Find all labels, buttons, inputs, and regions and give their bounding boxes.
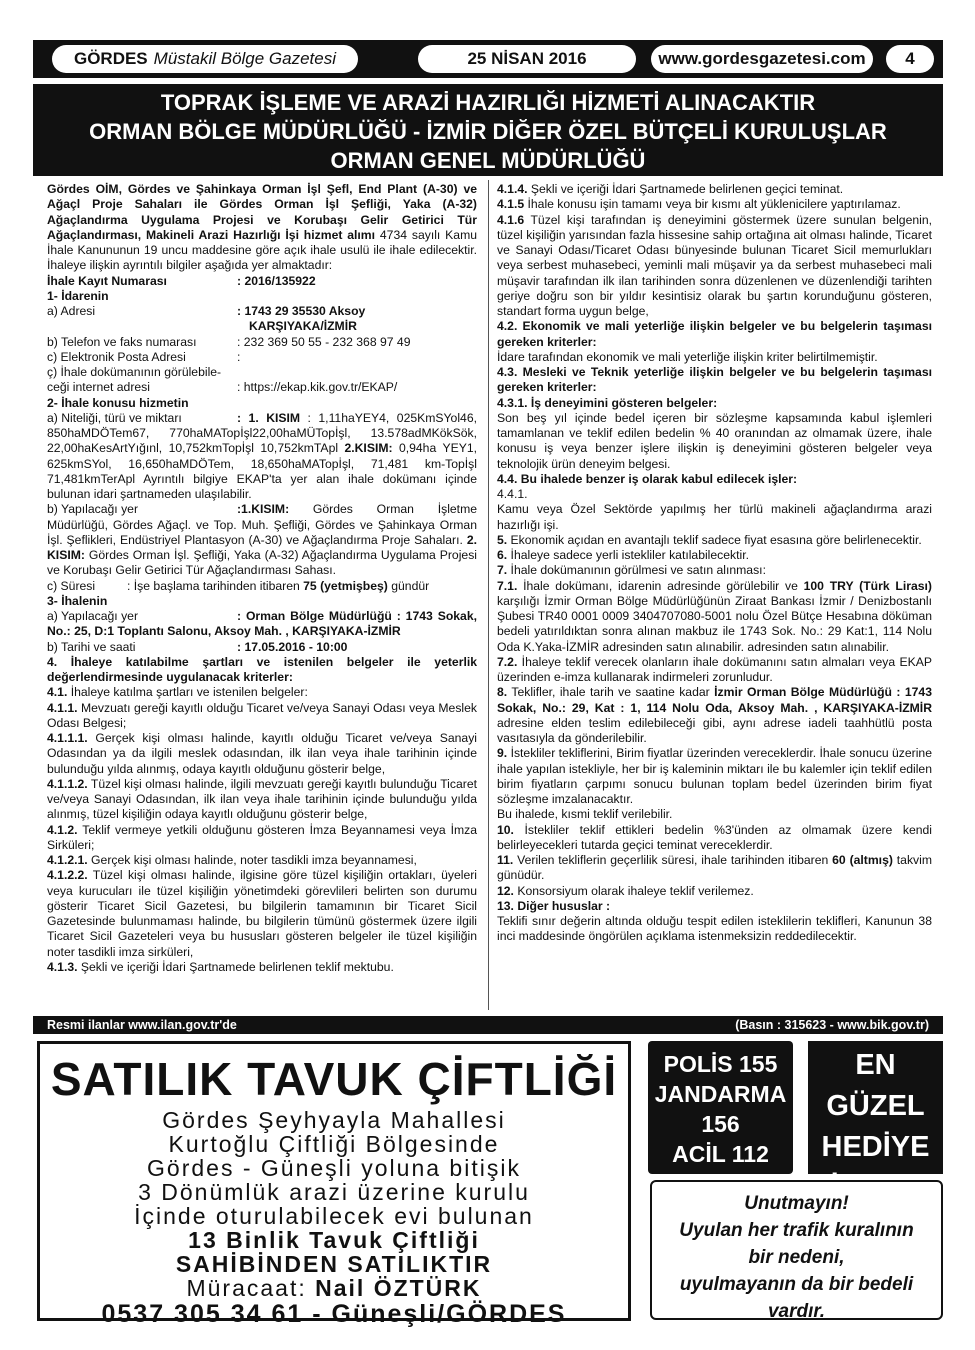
ad-contact-label: Müracaat: <box>186 1275 316 1301</box>
chicken-farm-ad <box>37 1041 631 1328</box>
clause-key: 4.1.3. <box>47 959 78 974</box>
footer-right-text: (Basın : 315623 - www.bik.gov.tr) <box>735 1018 929 1032</box>
clause-text: İhaleye teklif verecek olanların ihale dokümanını satın almaları veya EKAP üzerinden e-imza kullanarak indirmeleri zorunludur. <box>497 654 932 684</box>
clause-4-1 <box>47 685 477 700</box>
clause-key: 4.1.2.1. <box>47 853 88 867</box>
address-line-1: : 1743 29 35530 Aksoy <box>237 304 366 318</box>
section-1-heading: 1- İdarenin <box>47 288 109 303</box>
clause-text: Ekonomik açıdan en avantajlı teklif sadece fiyat esasına göre belirlenecektir. <box>507 532 922 547</box>
part-2-text: 0,94ha YEY1, 625kmSYol, 16,650haMDÖTem, 18,650haMATopİşl, 71,481 km-Topİşl 71,481kmTerApl Ayrıntılı bilgiye EKAP'ta yer alan ihale dokümanı içinde bulunan idari şartnameden ulaşılabilir. <box>47 441 477 501</box>
clause-4-1-4 <box>497 182 932 197</box>
section-3-heading: 3- İhalenin <box>47 593 108 608</box>
clause-7-1 <box>497 579 932 655</box>
registration-value: : 2016/135922 <box>237 273 316 288</box>
part-2-key: 2.KISIM: <box>344 441 393 456</box>
clause-text: adresine elden teslim edilebileceği gibi, aynı adrese iadeli taahhütlü posta vasıtasıyla da gönderilebilir. <box>497 715 932 745</box>
ad-line: 3 Dönümlük arazi üzerine kurulu <box>138 1179 530 1205</box>
clause-text: İhale konusu işin tamamı veya bir kısmı alt yüklenicilere yaptırılamaz. <box>524 197 901 212</box>
clause-key: 4.1.1.1. <box>47 731 88 745</box>
clause-13-heading: 13. Diğer hususlar : <box>497 898 611 913</box>
duration-text: : İşe başlama tarihinden itibaren <box>127 578 304 593</box>
clause-text: İhaleye katılma şartları ve istenilen belgeler: <box>67 685 308 700</box>
nature-paragraph <box>47 411 477 503</box>
ad-line: Gördes Şeyhyayla Mahallesi <box>162 1107 506 1133</box>
clause-4-1-1-2 <box>47 777 477 823</box>
clause-text: İstekliler teklif ettikleri bedelin %3'ünden az olmamak üzere kendi belirleyecekleri tutarda geçici teminat vereceklerdir. <box>497 822 932 852</box>
ad-line: SAHİBİNDEN SATILIKTIR <box>175 1251 493 1277</box>
location-part-1-key: :1.KISIM: <box>237 502 290 517</box>
duration-end: gündür <box>387 578 430 593</box>
clause-4-1-3 <box>47 960 477 975</box>
clause-9 <box>497 746 932 807</box>
ad-line: Gördes - Güneşli yoluna bitişik <box>147 1155 521 1181</box>
address-row <box>47 304 477 335</box>
clause-key: 4.1.1.2. <box>47 776 88 791</box>
clause-key: 4.1.5 <box>497 197 525 212</box>
clause-text: İhale dokümanının görülmesi ve satın alınması: <box>507 563 766 578</box>
clause-4-3-heading: 4.3. Mesleki ve Teknik yeterliğe ilişkin belgeler ve bu belgelerin taşıması gereken kriterler: <box>497 365 932 395</box>
clause-key: 11. <box>497 853 514 867</box>
part-1-key: : 1. KISIM <box>237 410 301 425</box>
tender-place-label: a) Yapılacağı yer <box>47 609 139 623</box>
doc-url-label-1: ç) İhale dokümanının görülebile- <box>47 365 222 379</box>
clause-text: Konsorsiyum olarak ihaleye teklif verilemez. <box>513 883 754 898</box>
clause-text: İhale dokümanı, idarenin adresinde görülebilir ve <box>517 578 804 593</box>
email-row <box>47 350 477 365</box>
duration-days: 75 (yetmişbeş) <box>303 578 388 593</box>
clause-10 <box>497 823 932 854</box>
address-line-2: KARŞIYAKA/İZMİR <box>249 319 357 334</box>
emergency-line: JANDARMA <box>654 1081 787 1107</box>
intro-bold: Gördes OİM, Gördes ve Şahinkaya Orman İşl Şefl, End Plant (A-30) ve Ağaçl Proje Sahaları ile Gördes Orman İşl Şefliği, Yaka (A-32) Ağaçlandırma Uygulama Projesi ve Korubaşı Gelir Getirici Tür Ağaçlandırması, Makineli Arazi Hazırlığı İşi hizmet alımı <box>47 182 477 242</box>
clause-text: Mevzuatı gereği kayıtlı olduğu Ticaret ve/veya Sanayi Odası veya Meslek Odası Belgesi; <box>47 700 477 730</box>
clause-key: 8. <box>497 685 508 700</box>
clause-text: Şekli ve içeriği İdari Şartnamede belirlenen geçici teminat. <box>527 182 844 196</box>
registration-row <box>47 274 477 289</box>
clause-4-4-heading: 4.4. Bu ihalede benzer iş olarak kabul edilecek işler: <box>497 471 798 486</box>
emergency-line: ACİL 112 <box>672 1141 769 1167</box>
paper-subtitle: Müstakil Bölge Gazetesi <box>153 49 337 68</box>
clause-4-1-2-2 <box>47 868 477 960</box>
title-line-2: ORMAN BÖLGE MÜDÜRLÜĞÜ - İZMİR DİĞER ÖZEL BÜTÇELİ KURULUŞLAR <box>89 119 887 144</box>
section-2-heading: 2- İhale konusu hizmetin <box>47 395 189 410</box>
clause-key: 7.1. <box>497 578 518 593</box>
tender-place-paragraph <box>47 609 477 640</box>
doc-url-label-2: ceği internet adresi <box>47 380 150 395</box>
clause-key: 4.1.6 <box>497 212 525 227</box>
clause-6 <box>497 548 932 563</box>
clause-4-1-1 <box>47 701 477 732</box>
clause-text: İhaleye sadece yerli istekliler katılabilecektir. <box>507 548 749 562</box>
clause-key: 4.1.2.2. <box>47 868 88 883</box>
traffic-line: uyulmayanın da bir bedeli vardır. <box>679 1274 914 1322</box>
clause-key: 5. <box>497 532 508 547</box>
duration-label: c) Süresi <box>47 578 96 593</box>
clause-13-text: Teklifi sınır değerin altında olduğu tespit edilen isteklilerin teklifleri, Kanunun 38 inci maddesinde öngörülen açıklama istenmeksizin reddedilecektir. <box>497 914 932 944</box>
address-value <box>237 304 365 335</box>
column-divider <box>488 180 489 1010</box>
intro-paragraph <box>47 182 477 274</box>
gift-line: KİTAPTIR <box>809 1172 942 1204</box>
clause-7 <box>497 563 932 578</box>
fee-amount: 100 TRY (Türk Lirası) <box>803 578 932 593</box>
clause-key: 10. <box>497 822 514 837</box>
clause-text: Tüzel kişi tarafından iş deneyimini göstermek üzere sunulan belgenin, tüzel kişiliğin yarısından fazla hissesine sahip ortağına ait olması halinde, Ticaret ve Sanayi Odası/Ticaret Odası bünyesinde bulunan Ticaret Sicil memurlukları veya serbest muhasebeci, yeminli mali müşavir ya da serbest muhasebeci mali müşavir tarafından ilk ilan tarihinden sonra düzenlenen ve düzenlendiği tarihten geriye doğru son bir yıldır kesintisiz olarak bu şartın korunduğunu gösteren, standart forma uygun belge, <box>497 212 932 318</box>
website-link[interactable]: www.gordesgazetesi.com <box>658 49 866 68</box>
clause-key: 7. <box>497 563 508 578</box>
clause-4-2-text: İdare tarafından ekonomik ve mali yeterliğe ilişkin kriter belirtilmemiştir. <box>497 349 878 364</box>
email-label: c) Elektronik Posta Adresi <box>47 349 186 364</box>
clause-text: karşılığı İzmir Orman Bölge Müdürlüğünün Ziraat Bankası İzmir / Denizbostanlı Şubesi TR40 0001 0009 3404707080-5001 nolu Özel Bütçe Hesabına döküman bedeli yatırıldıktan sonra alınan makbuz ile 1743 Sok. No.: 29 Kat:1, 114 Nolu Oda K.Yaka-İZMİR adresinden satın alınabilir. adresinden satın alınabilir. <box>497 593 932 654</box>
phone-label: b) Telefon ve faks numarası <box>47 334 197 349</box>
clause-key: 6. <box>497 548 508 562</box>
clause-4-3-1-heading: 4.3.1. İş deneyimini gösteren belgeler: <box>497 395 718 410</box>
date-pill <box>418 45 636 73</box>
section-4-heading: 4. İhaleye katılabilme şartları ve istenilen belgeler ile yeterlik değerlendirmesinde uygulanacak kriterler: <box>47 654 477 684</box>
ad-contact-name: Nail ÖZTÜRK <box>315 1275 482 1301</box>
ad-title: SATILIK TAVUK ÇİFTLİĞİ <box>50 1053 618 1105</box>
clause-text: Gerçek kişi olması halinde, noter tasdikli imza beyannamesi, <box>87 853 417 867</box>
clause-text: Şekli ve içeriği İdari Şartnamede belirlenen teklif mektubu. <box>77 959 394 974</box>
clause-7-2 <box>497 655 932 686</box>
clause-text: Teklifler, ihale tarih ve saatine kadar <box>507 685 715 700</box>
clause-text: Verilen tekliflerin geçerlilik süresi, ihale tarihinden itibaren <box>513 853 833 867</box>
clause-4-1-1-1 <box>47 731 477 777</box>
duration-paragraph <box>47 579 477 594</box>
clause-4-4-1-text: Kamu veya Özel Sektörde yapılmış her türlü makineli ağaçlandırma arazi hazırlığı işi. <box>497 502 932 532</box>
location-label: b) Yapılacağı yer <box>47 502 139 517</box>
clause-text: takvim günüdür. <box>497 853 932 883</box>
emergency-numbers-box <box>648 1041 793 1174</box>
clause-5 <box>497 533 932 548</box>
gift-line: EN GÜZEL <box>826 1049 925 1122</box>
clause-11 <box>497 853 932 884</box>
clause-text: Tüzel kişi olması halinde, ilgili mevzuatı gereği kayıtlı bulunduğu Ticaret ve/veya Sanayi Odasından, ilk ilan veya ihale tarihinin içinde bulunduğu yılda alınmış, tüzel kişiliğin odaya kayıtlı olduğunu gösterir belge, <box>47 776 477 822</box>
clause-key: 4.1.1. <box>47 700 78 715</box>
submission-address: İzmir Orman Bölge Müdürlüğü : 1743 Sokak, No.: 29, Kat : 1, 114 Nolu Oda, Aksoy Mah. , KARŞIYAKA-İZMİR <box>497 685 932 715</box>
nature-label: a) Niteliği, türü ve miktarı <box>47 410 182 425</box>
ad-contact-line <box>40 1276 628 1300</box>
traffic-line: Unutmayın! <box>744 1193 849 1214</box>
ad-phone: 0537 305 34 61 - Güneşli/GÖRDES <box>101 1300 567 1328</box>
address-label: a) Adresi <box>47 304 96 318</box>
gift-line: HEDİYE <box>821 1131 930 1163</box>
left-column <box>47 182 477 975</box>
tender-date-value: : 17.05.2016 - 10:00 <box>237 639 348 654</box>
clause-4-1-6 <box>497 213 932 320</box>
clause-key: 4.1.4. <box>497 182 528 196</box>
clause-4-2-heading: 4.2. Ekonomik ve mali yeterliğe ilişkin belgeler ve bu belgelerin taşıması gereken kriterler: <box>497 319 932 349</box>
doc-url-row <box>47 365 477 396</box>
ad-line: İçinde oturulabilecek evi bulunan <box>134 1203 534 1229</box>
traffic-notice-box <box>650 1180 943 1320</box>
right-column <box>497 182 932 945</box>
paper-name-pill <box>52 45 358 73</box>
clause-text: İstekliler tekliflerini, Birim fiyatlar üzerinden vereceklerdir. İhale sonucu üzerine ihale yapılan istekliyle, her bir iş kaleminin miktarı ile bu kalemler için teklif edilen birim fiyatların çarpımı sonucu bulunan toplam bedel üzerinden birim fiyat sözleşme imzalanacaktır. <box>497 746 932 806</box>
intro-text: 4734 sayılı Kamu İhale Kanununun 19 uncu maddesine göre açık ihale usulü ile ihale edilecektir. İhaleye ilişkin ayrıntılı bilgiler aşağıda yer almaktadır: <box>47 227 478 273</box>
clause-key: 9. <box>497 746 508 761</box>
clause-12 <box>497 884 932 899</box>
clause-4-1-5 <box>497 197 932 212</box>
email-value: : <box>237 349 241 364</box>
doc-url-label <box>47 365 237 396</box>
clause-text: Tüzel kişi olması halinde, ilgisine göre tüzel kişiliğin ortakları, üyeleri veya kurucuları ile tüzel kişiliğin yönetimdeki görevlileri belirten son durumu gösterir Ticaret Sicil Gazetesi, bu bilgilerin tamamının bir Ticaret Sicil Gazetesinde bulunmaması halinde, bu bilgilerin tümünü göstermek üzere ilgili Ticaret Sicil Gazeteleri veya bu hususları gösteren belgeler ile tüzel kişiliğin noter tasdikli imza sirküleri, <box>47 868 477 959</box>
clause-4-3-1-text: Son beş yıl içinde bedel içeren bir sözleşme kapsamında kabul işlemleri tamamlanan ve teklif edilen bedelin % 40 oranından az olmamak üzere, ihale konusu iş veya benzer işlere ilişkin iş deneyimini gösteren belgeler veya teknolojik ürün deneyim belgesi. <box>497 410 932 471</box>
clause-key: 7.2. <box>497 654 518 669</box>
book-gift-box <box>808 1041 943 1204</box>
validity-days: 60 (altmış) <box>832 853 893 867</box>
page-number-pill <box>886 45 934 73</box>
tender-date-label: b) Tarihi ve saati <box>47 639 136 654</box>
emergency-line: 156 <box>701 1111 740 1137</box>
location-part-2-text: Gördes Orman İşl. Şefliği, Yaka (A-32) Ağaçlandırma Uygulama Projesi ve Korubaşı Gelir Getirici Tür Ağaçlandırması Sahası. <box>47 548 477 578</box>
page-number: 4 <box>905 49 915 68</box>
title-line-1: TOPRAK İŞLEME VE ARAZİ HAZIRLIĞI HİZMETİ ALINACAKTIR <box>160 90 816 115</box>
location-part-2-key: 2. KISIM: <box>47 532 477 562</box>
clause-text: Gerçek kişi olması halinde, kayıtlı olduğu Ticaret ve/veya Sanayi Odasından ya da ilgili meslek odasından, ilk ilan veya ihale tarihinin içinde bulunduğu yılda alınmış, odaya kayıtlı olduğunu gösterir belge, <box>47 731 477 776</box>
part-1-text: : 1,11haYEY4, 025KmSYol46, 850haMDÖTem67, 770haMATopİşl22,00haMÜTopİşl, 13.578adMKökSök, 22,00haKesArtYığınl, 10,752kmTopİşl 10,752kmTApl <box>47 410 477 456</box>
clause-4-1-2 <box>47 823 477 854</box>
traffic-line: bir nedeni, <box>748 1247 845 1268</box>
tender-date-row <box>47 640 477 655</box>
issue-date: 25 NİSAN 2016 <box>467 49 587 68</box>
ad-line: 13 Binlik Tavuk Çiftliği <box>188 1227 480 1253</box>
location-paragraph <box>47 502 477 578</box>
emergency-line: POLİS 155 <box>663 1051 778 1077</box>
tender-place-value: : Orman Bölge Müdürlüğü : 1743 Sokak, No.: 25, D:1 Toplantı Salonu, Aksoy Mah. , KARŞIYAKA-İZMİR <box>47 609 477 639</box>
phone-row <box>47 335 477 350</box>
phone-value: : 232 369 50 55 - 232 368 97 49 <box>237 334 411 349</box>
clause-text: Teklif vermeye yetkili olduğunu gösteren İmza Beyannamesi veya İmza Sirküleri; <box>47 822 477 852</box>
clause-key: 4.1.2. <box>47 822 78 837</box>
clause-8 <box>497 685 932 746</box>
clause-4-4-1: 4.4.1. <box>497 487 528 501</box>
ad-line: Kurtoğlu Çiftliği Bölgesinde <box>168 1131 500 1157</box>
location-part-1-text: Gördes Orman İşletme Müdürlüğü, Gördes Ağaçl. ve Top. Muh. Şefliği, Gördes ve Şahinkaya Orman İşl. Şeflikleri, Endüstriyel Plantasyon (A-30) ve Ağaçlandırma Proje Sahaları. <box>47 502 477 547</box>
clause-key: 12. <box>497 883 514 898</box>
clause-9-note: Bu ihalede, kısmi teklif verilebilir. <box>497 807 673 822</box>
doc-url-value[interactable]: : https://ekap.kik.gov.tr/EKAP/ <box>237 380 398 395</box>
title-line-3: ORMAN GENEL MÜDÜRLÜĞÜ <box>330 148 646 173</box>
clause-4-1-2-1 <box>47 853 477 868</box>
clause-key: 4.1. <box>47 685 68 700</box>
paper-name: GÖRDES <box>73 49 148 68</box>
announcement-title <box>33 84 943 176</box>
legal-notice-footer <box>33 1016 943 1034</box>
footer-left-text: Resmi ilanlar www.ilan.gov.tr'de <box>47 1018 237 1032</box>
registration-label: İhale Kayıt Numarası <box>47 273 167 288</box>
website-pill[interactable] <box>651 45 873 73</box>
traffic-line: Uyulan her trafik kuralının <box>679 1220 914 1241</box>
